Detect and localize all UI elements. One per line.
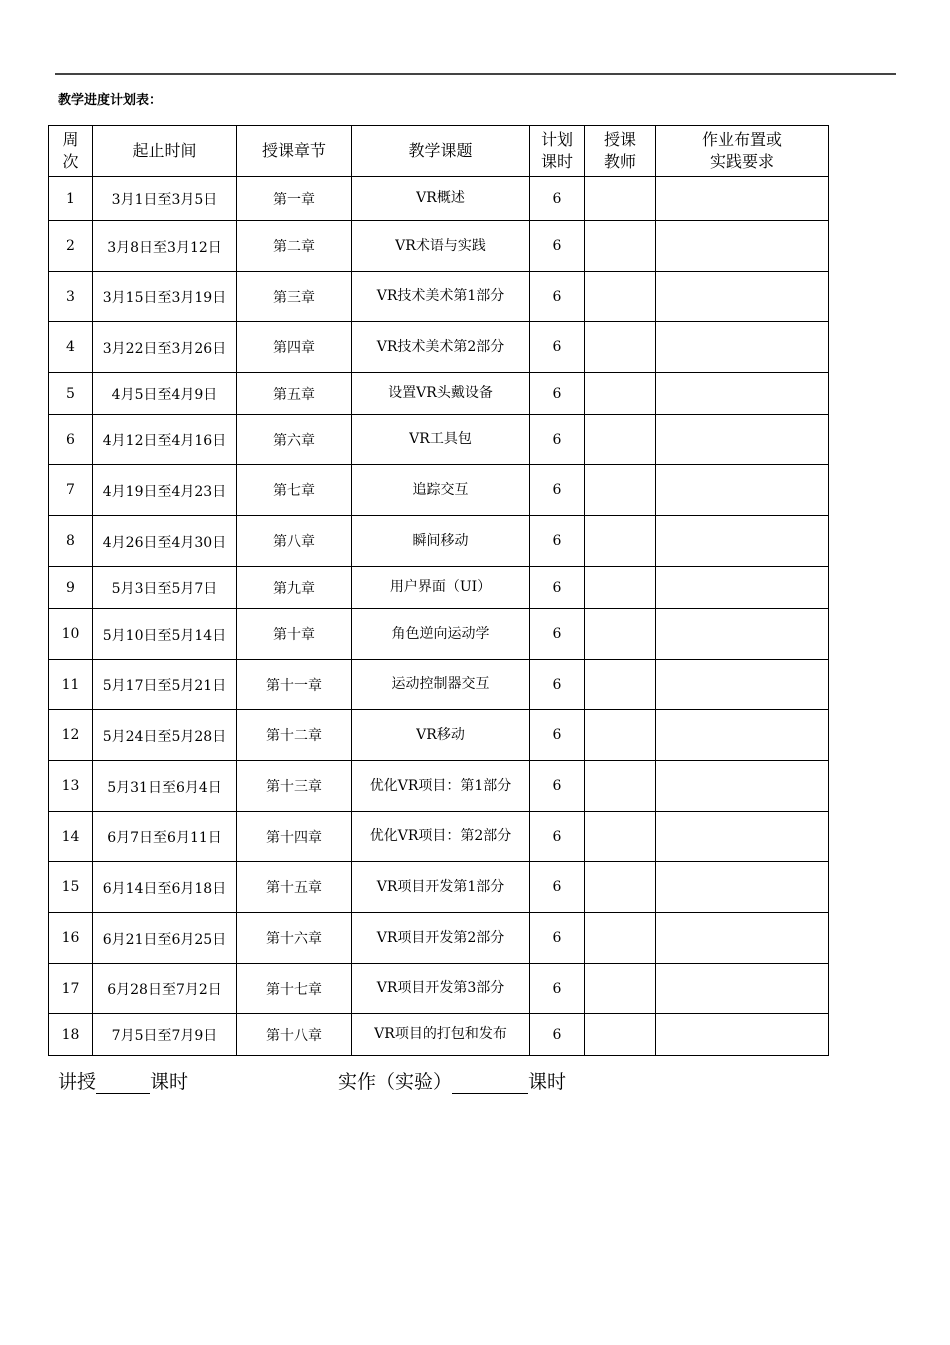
homework-cell — [656, 609, 829, 660]
chapter-cell: 第九章 — [237, 567, 352, 609]
table-row — [49, 913, 829, 964]
week-cell: 7 — [49, 465, 93, 516]
hours-cell: 6 — [530, 465, 585, 516]
week-cell: 10 — [49, 609, 93, 660]
date-cell: 3月8日至3月12日 — [93, 221, 237, 272]
chapter-cell: 第六章 — [237, 415, 352, 465]
date-cell: 7月5日至7月9日 — [93, 1014, 237, 1056]
teacher-cell — [585, 609, 656, 660]
hours-cell: 6 — [530, 373, 585, 415]
table-row — [49, 761, 829, 812]
hours-cell: 6 — [530, 609, 585, 660]
table-row — [49, 710, 829, 761]
table-row — [49, 567, 829, 609]
lecture-prefix: 讲授 — [58, 1071, 97, 1093]
homework-cell — [656, 660, 829, 710]
table-row — [49, 862, 829, 913]
chapter-cell: 第八章 — [237, 516, 352, 567]
chapter-cell: 第十八章 — [237, 1014, 352, 1056]
chapter-cell: 第二章 — [237, 221, 352, 272]
teacher-cell — [585, 516, 656, 567]
hours-cell: 6 — [530, 913, 585, 964]
table-row — [49, 465, 829, 516]
date-cell: 5月17日至5月21日 — [93, 660, 237, 710]
teacher-cell — [585, 272, 656, 322]
date-cell: 5月24日至5月28日 — [93, 710, 237, 761]
topic-cell: 优化VR项目：第2部分 — [352, 812, 530, 862]
homework-cell — [656, 177, 829, 221]
teacher-cell — [585, 415, 656, 465]
chapter-cell: 第三章 — [237, 272, 352, 322]
homework-cell — [656, 415, 829, 465]
week-cell: 17 — [49, 964, 93, 1014]
topic-cell: VR工具包 — [352, 415, 530, 465]
homework-cell — [656, 516, 829, 567]
teacher-cell — [585, 761, 656, 812]
topic-cell: VR概述 — [352, 177, 530, 221]
chapter-cell: 第十一章 — [237, 660, 352, 710]
topic-cell: VR术语与实践 — [352, 221, 530, 272]
week-cell: 11 — [49, 660, 93, 710]
top-rule — [55, 73, 896, 75]
week-cell: 8 — [49, 516, 93, 567]
teacher-cell — [585, 862, 656, 913]
topic-cell: VR技术美术第2部分 — [352, 322, 530, 373]
col-teacher: 授课 教师 — [585, 126, 656, 177]
chapter-cell: 第十二章 — [237, 710, 352, 761]
topic-cell: VR项目开发第3部分 — [352, 964, 530, 1014]
hours-cell: 6 — [530, 1014, 585, 1056]
teacher-cell — [585, 322, 656, 373]
topic-cell: 运动控制器交互 — [352, 660, 530, 710]
homework-cell — [656, 465, 829, 516]
week-cell: 4 — [49, 322, 93, 373]
topic-cell: VR项目开发第1部分 — [352, 862, 530, 913]
col-week: 周 次 — [49, 126, 93, 177]
col-homework: 作业布置或 实践要求 — [656, 126, 829, 177]
hours-cell: 6 — [530, 516, 585, 567]
chapter-cell: 第五章 — [237, 373, 352, 415]
homework-cell — [656, 913, 829, 964]
homework-cell — [656, 1014, 829, 1056]
hours-cell: 6 — [530, 710, 585, 761]
chapter-cell: 第七章 — [237, 465, 352, 516]
schedule-table — [48, 125, 829, 1056]
teacher-cell — [585, 660, 656, 710]
topic-cell: VR项目开发第2部分 — [352, 913, 530, 964]
col-hours: 计划 课时 — [530, 126, 585, 177]
homework-cell — [656, 862, 829, 913]
lab-hours — [338, 1067, 566, 1094]
table-row — [49, 373, 829, 415]
topic-cell: 优化VR项目：第1部分 — [352, 761, 530, 812]
topic-cell: 角色逆向运动学 — [352, 609, 530, 660]
week-cell: 18 — [49, 1014, 93, 1056]
topic-cell: 设置VR头戴设备 — [352, 373, 530, 415]
week-cell: 14 — [49, 812, 93, 862]
date-cell: 5月3日至5月7日 — [93, 567, 237, 609]
teacher-cell — [585, 465, 656, 516]
homework-cell — [656, 964, 829, 1014]
week-cell: 3 — [49, 272, 93, 322]
hours-cell: 6 — [530, 415, 585, 465]
table-row — [49, 609, 829, 660]
date-cell: 4月19日至4月23日 — [93, 465, 237, 516]
chapter-cell: 第四章 — [237, 322, 352, 373]
hours-cell: 6 — [530, 567, 585, 609]
homework-cell — [656, 373, 829, 415]
homework-cell — [656, 567, 829, 609]
hours-cell: 6 — [530, 177, 585, 221]
chapter-cell: 第十五章 — [237, 862, 352, 913]
date-cell: 4月12日至4月16日 — [93, 415, 237, 465]
topic-cell: VR移动 — [352, 710, 530, 761]
hours-cell: 6 — [530, 964, 585, 1014]
teacher-cell — [585, 812, 656, 862]
homework-cell — [656, 272, 829, 322]
date-cell: 4月5日至4月9日 — [93, 373, 237, 415]
table-row — [49, 415, 829, 465]
hours-cell: 6 — [530, 221, 585, 272]
teacher-cell — [585, 567, 656, 609]
chapter-cell: 第十三章 — [237, 761, 352, 812]
teacher-cell — [585, 964, 656, 1014]
table-row — [49, 221, 829, 272]
lab-hours-blank[interactable] — [452, 1073, 528, 1094]
table-row — [49, 1014, 829, 1056]
lecture-hours-blank[interactable] — [96, 1073, 150, 1094]
date-cell: 5月31日至6月4日 — [93, 761, 237, 812]
teacher-cell — [585, 913, 656, 964]
chapter-cell: 第一章 — [237, 177, 352, 221]
lab-suffix: 课时 — [528, 1071, 567, 1093]
week-cell: 13 — [49, 761, 93, 812]
teacher-cell — [585, 710, 656, 761]
date-cell: 3月15日至3月19日 — [93, 272, 237, 322]
date-cell: 6月7日至6月11日 — [93, 812, 237, 862]
chapter-cell: 第十四章 — [237, 812, 352, 862]
table-row — [49, 322, 829, 373]
table-row — [49, 964, 829, 1014]
date-cell: 6月28日至7月2日 — [93, 964, 237, 1014]
chapter-cell: 第十六章 — [237, 913, 352, 964]
date-cell: 3月22日至3月26日 — [93, 322, 237, 373]
homework-cell — [656, 710, 829, 761]
date-cell: 4月26日至4月30日 — [93, 516, 237, 567]
table-row — [49, 177, 829, 221]
homework-cell — [656, 221, 829, 272]
col-chapter: 授课章节 — [237, 126, 352, 177]
week-cell: 9 — [49, 567, 93, 609]
topic-cell: VR项目的打包和发布 — [352, 1014, 530, 1056]
table-row — [49, 812, 829, 862]
lecture-suffix: 课时 — [150, 1071, 189, 1093]
hours-cell: 6 — [530, 862, 585, 913]
hours-cell: 6 — [530, 272, 585, 322]
week-cell: 6 — [49, 415, 93, 465]
homework-cell — [656, 761, 829, 812]
hours-cell: 6 — [530, 812, 585, 862]
hours-cell: 6 — [530, 322, 585, 373]
table-row — [49, 660, 829, 710]
date-cell: 6月14日至6月18日 — [93, 862, 237, 913]
teacher-cell — [585, 1014, 656, 1056]
lecture-hours — [58, 1067, 188, 1094]
table-row — [49, 272, 829, 322]
homework-cell — [656, 812, 829, 862]
week-cell: 1 — [49, 177, 93, 221]
header-row — [49, 126, 829, 177]
col-topic: 教学课题 — [352, 126, 530, 177]
topic-cell: 追踪交互 — [352, 465, 530, 516]
page-title: 教学进度计划表： — [58, 93, 163, 108]
hours-cell: 6 — [530, 761, 585, 812]
col-dates: 起止时间 — [93, 126, 237, 177]
homework-cell — [656, 322, 829, 373]
week-cell: 5 — [49, 373, 93, 415]
teacher-cell — [585, 221, 656, 272]
hours-cell: 6 — [530, 660, 585, 710]
week-cell: 12 — [49, 710, 93, 761]
week-cell: 15 — [49, 862, 93, 913]
topic-cell: 瞬间移动 — [352, 516, 530, 567]
date-cell: 3月1日至3月5日 — [93, 177, 237, 221]
date-cell: 5月10日至5月14日 — [93, 609, 237, 660]
week-cell: 2 — [49, 221, 93, 272]
teacher-cell — [585, 177, 656, 221]
topic-cell: VR技术美术第1部分 — [352, 272, 530, 322]
topic-cell: 用户界面（UI） — [352, 567, 530, 609]
date-cell: 6月21日至6月25日 — [93, 913, 237, 964]
week-cell: 16 — [49, 913, 93, 964]
teacher-cell — [585, 373, 656, 415]
chapter-cell: 第十七章 — [237, 964, 352, 1014]
table-row — [49, 516, 829, 567]
lab-prefix: 实作（实验） — [338, 1071, 453, 1093]
chapter-cell: 第十章 — [237, 609, 352, 660]
